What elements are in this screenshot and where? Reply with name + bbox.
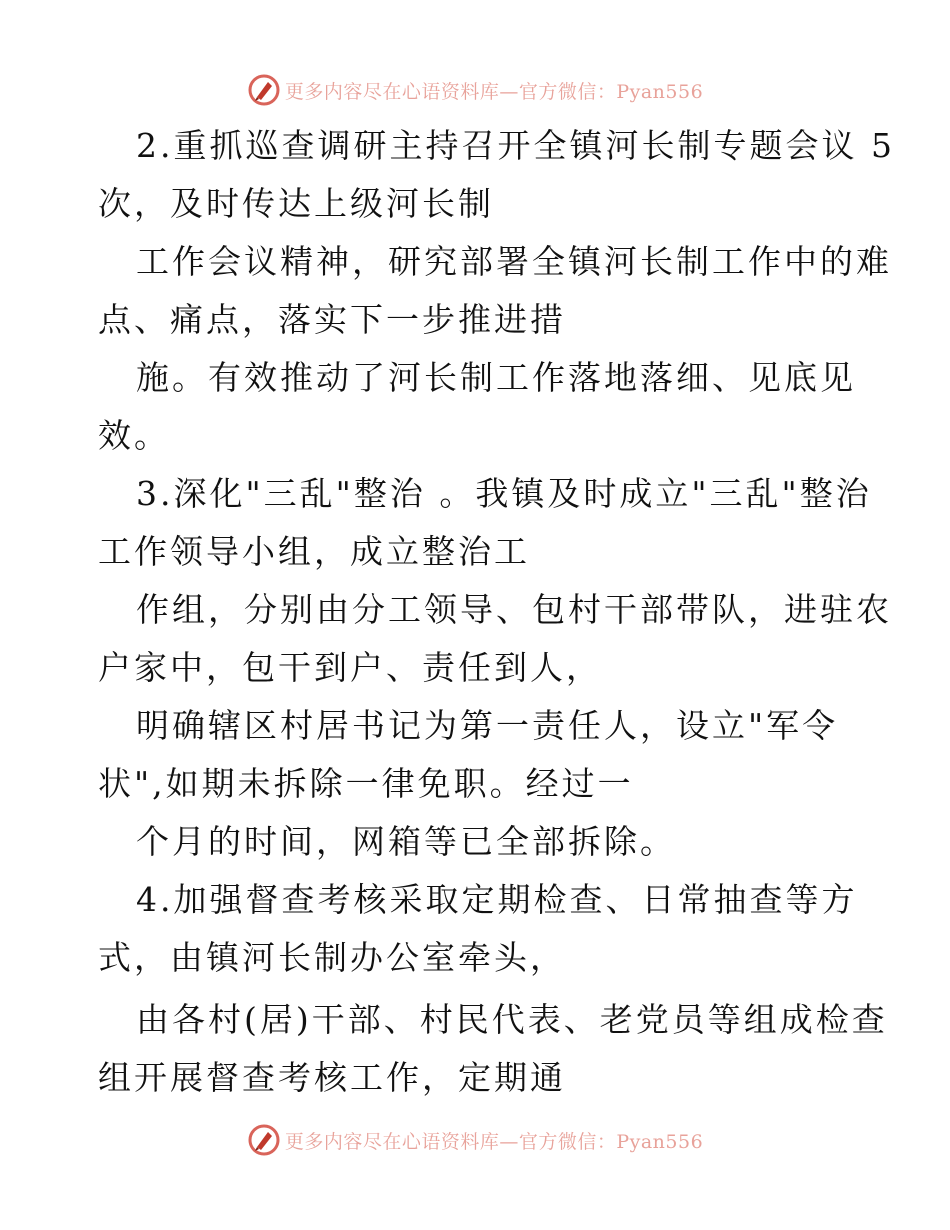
footer-watermark bbox=[0, 1120, 950, 1160]
text-line: 工作会议精神，研究部署全镇河长制工作中的难 bbox=[136, 242, 892, 281]
text-line: 式，由镇河长制办公室牵头， bbox=[98, 938, 566, 977]
text-line: 3.深化"三乱"整治 。我镇及时成立"三乱"整治 bbox=[136, 474, 872, 513]
text-line: 状",如期未拆除一律免职。经过一 bbox=[98, 764, 634, 803]
pen-nib-logo-icon bbox=[247, 1123, 281, 1157]
text-line: 次，及时传达上级河长制 bbox=[98, 184, 494, 223]
text-line: 2.重抓巡查调研主持召开全镇河长制专题会议 5 bbox=[136, 126, 895, 165]
watermark-text: 更多内容尽在心语资料库—官方微信：Pyan556 bbox=[284, 1130, 704, 1153]
text-line: 明确辖区村居书记为第一责任人，设立"军令 bbox=[136, 706, 839, 745]
watermark-text: 更多内容尽在心语资料库—官方微信：Pyan556 bbox=[284, 80, 704, 103]
text-line: 工作领导小组，成立整治工 bbox=[98, 532, 530, 571]
text-line: 点、痛点，落实下一步推进措 bbox=[98, 300, 566, 339]
text-line: 作组，分别由分工领导、包村干部带队，进驻农 bbox=[136, 590, 892, 629]
text-line: 组开展督查考核工作，定期通 bbox=[98, 1058, 566, 1097]
text-line: 户家中，包干到户、责任到人， bbox=[98, 648, 602, 687]
text-line: 由各村(居)干部、村民代表、老党员等组成检查 bbox=[136, 1000, 888, 1039]
text-line: 个月的时间，网箱等已全部拆除。 bbox=[136, 822, 676, 861]
text-line: 施。有效推动了河长制工作落地落细、见底见 bbox=[136, 358, 856, 397]
text-line: 效。 bbox=[98, 416, 170, 455]
text-line: 4.加强督查考核采取定期检查、日常抽查等方 bbox=[136, 880, 858, 919]
